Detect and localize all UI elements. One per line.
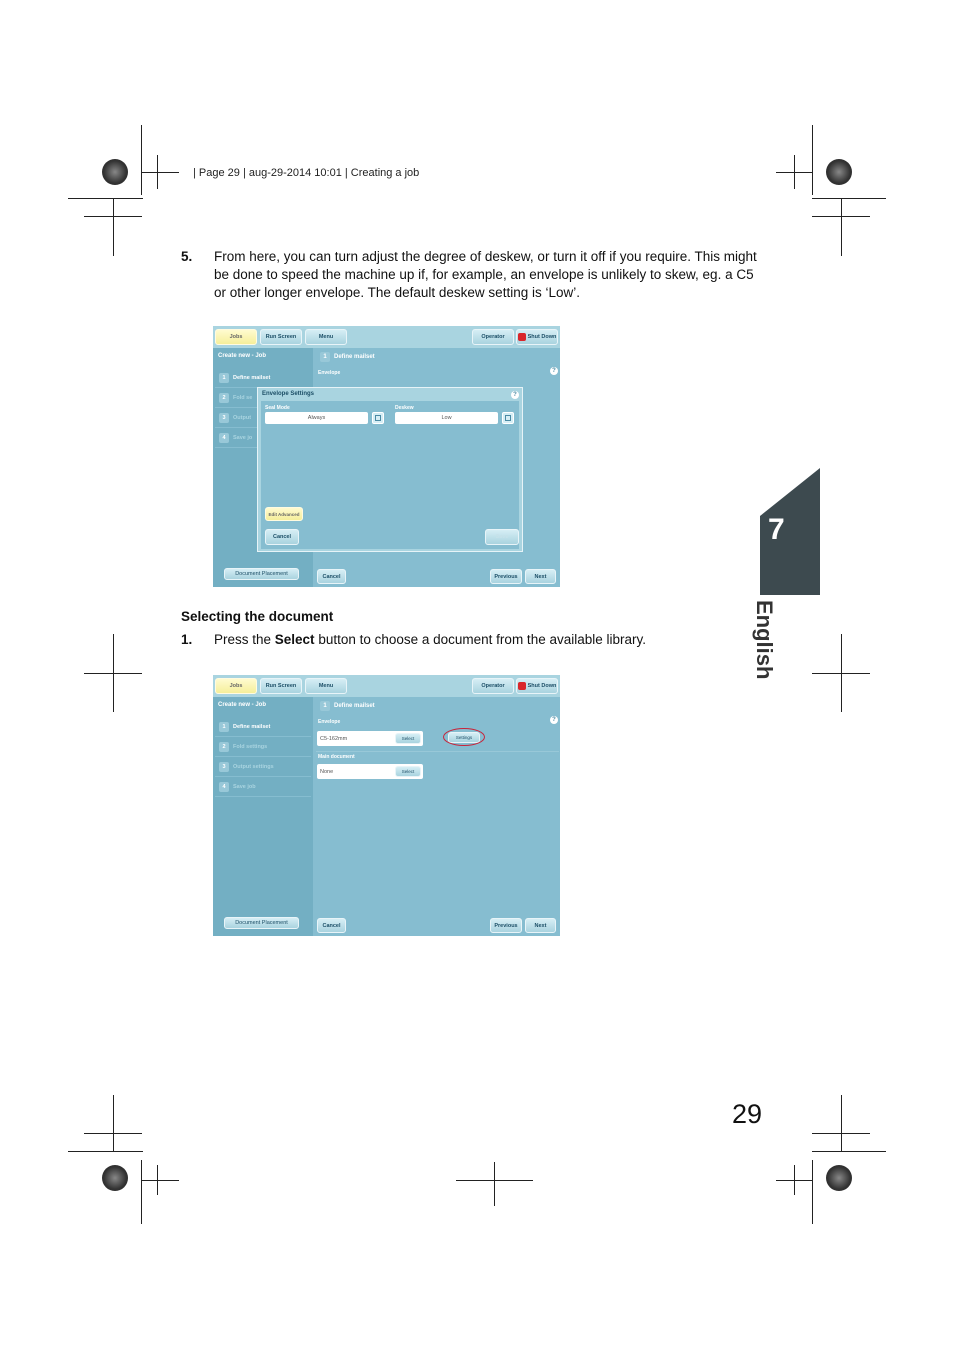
section-title: Selecting the document	[181, 609, 334, 624]
registration-dot	[826, 159, 852, 185]
shut-down-button[interactable]	[516, 329, 558, 345]
tab-menu[interactable]: Menu	[305, 678, 347, 694]
next-button[interactable]: Next	[525, 569, 556, 584]
tab-menu[interactable]: Menu	[305, 329, 347, 345]
deskew-label: Deskew	[395, 405, 414, 411]
envelope-select-button[interactable]: Select	[395, 733, 421, 744]
tab-run-screen[interactable]: Run Screen	[260, 329, 302, 345]
previous-button[interactable]: Previous	[490, 918, 522, 933]
tab-jobs[interactable]: Jobs	[215, 329, 257, 345]
main-document-label: Main document	[318, 754, 355, 760]
sidebar-title: Create new - Job	[218, 353, 267, 359]
registration-dot	[826, 1165, 852, 1191]
registration-dot	[102, 1165, 128, 1191]
envelope-settings-dialog	[257, 387, 523, 552]
shut-down-button[interactable]	[516, 678, 558, 694]
step-text: Press the Select button to choose a document from the available library.	[214, 632, 646, 647]
dialog-cancel-button[interactable]: Cancel	[265, 529, 299, 545]
sidebar-item-output-settings[interactable]: 3 Output settings	[215, 758, 311, 777]
chapter-number: 7	[768, 513, 785, 546]
screenshot-envelope-settings	[213, 326, 560, 587]
main-document-select-button[interactable]: Select	[395, 766, 421, 777]
deskew-field[interactable]: Low	[395, 412, 498, 424]
next-button[interactable]: Next	[525, 918, 556, 933]
sidebar-item-fold-settings[interactable]: 2 Fold settings	[215, 738, 311, 757]
sidebar-title: Create new - Job	[218, 702, 267, 708]
dialog-title: Envelope Settings	[262, 391, 315, 397]
step-number: 1.	[181, 632, 193, 647]
tab-run-screen[interactable]: Run Screen	[260, 678, 302, 694]
shut-down-label: Shut Down	[527, 334, 557, 340]
page-number: 29	[732, 1099, 763, 1129]
screenshot-define-mailset	[213, 675, 560, 936]
cancel-button[interactable]: Cancel	[317, 569, 346, 584]
running-header: | Page 29 | aug-29-2014 10:01 | Creating a job	[193, 167, 420, 179]
envelope-label: Envelope	[318, 719, 341, 725]
document-placement-button[interactable]: Document Placement	[224, 568, 299, 580]
operator-button[interactable]: Operator	[472, 329, 514, 345]
main-header: 1 Define mailset	[316, 698, 559, 714]
sidebar-item-save-job[interactable]: 4 Save jo	[215, 429, 311, 448]
tab-jobs[interactable]: Jobs	[215, 678, 257, 694]
sidebar	[213, 697, 313, 936]
sidebar-item-save-job[interactable]: 4 Save job	[215, 778, 311, 797]
power-icon	[518, 682, 526, 690]
envelope-settings-button[interactable]: Settings	[448, 732, 480, 743]
previous-button[interactable]: Previous	[490, 569, 522, 584]
dialog-help-icon[interactable]: ?	[511, 391, 519, 399]
sidebar-item-define-mailset[interactable]: 1 Define mailset	[215, 718, 311, 737]
seal-mode-field[interactable]: Always	[265, 412, 368, 424]
sidebar-item-fold-settings[interactable]: 2 Fold se	[215, 389, 311, 408]
envelope-label: Envelope	[318, 370, 341, 376]
main-document-value: None	[320, 768, 334, 775]
sidebar-item-output[interactable]: 3 Output	[215, 409, 311, 428]
step-text: From here, you can turn adjust the degree of deskew, or turn it off if you require. This might be done to speed the machine up if, for example, an envelope is unlikely to skew, eg. a C5 or other longer envelope. The default deskew setting is ‘Low’.	[214, 249, 757, 300]
document-placement-button[interactable]: Document Placement	[224, 917, 299, 929]
cancel-button[interactable]: Cancel	[317, 918, 346, 933]
chapter-language: English	[752, 600, 777, 680]
registration-dot	[102, 159, 128, 185]
operator-button[interactable]: Operator	[472, 678, 514, 694]
sidebar-item-define-mailset[interactable]: 1 Define mailset	[215, 369, 311, 388]
help-icon[interactable]: ?	[550, 716, 558, 724]
step-number: 5.	[181, 249, 193, 264]
highlight-ellipse	[443, 728, 485, 746]
main-header: 1 Define mailset	[316, 349, 559, 365]
envelope-value: C5-162mm	[320, 735, 348, 742]
shut-down-label: Shut Down	[527, 683, 557, 689]
help-icon[interactable]: ?	[550, 367, 558, 375]
deskew-list-icon[interactable]	[502, 412, 514, 424]
seal-mode-list-icon[interactable]	[372, 412, 384, 424]
power-icon	[518, 333, 526, 341]
edit-advanced-button[interactable]: Edit Advanced	[265, 507, 303, 521]
seal-mode-label: Seal Mode	[265, 405, 290, 411]
dialog-save-button[interactable]: Save	[485, 529, 519, 545]
